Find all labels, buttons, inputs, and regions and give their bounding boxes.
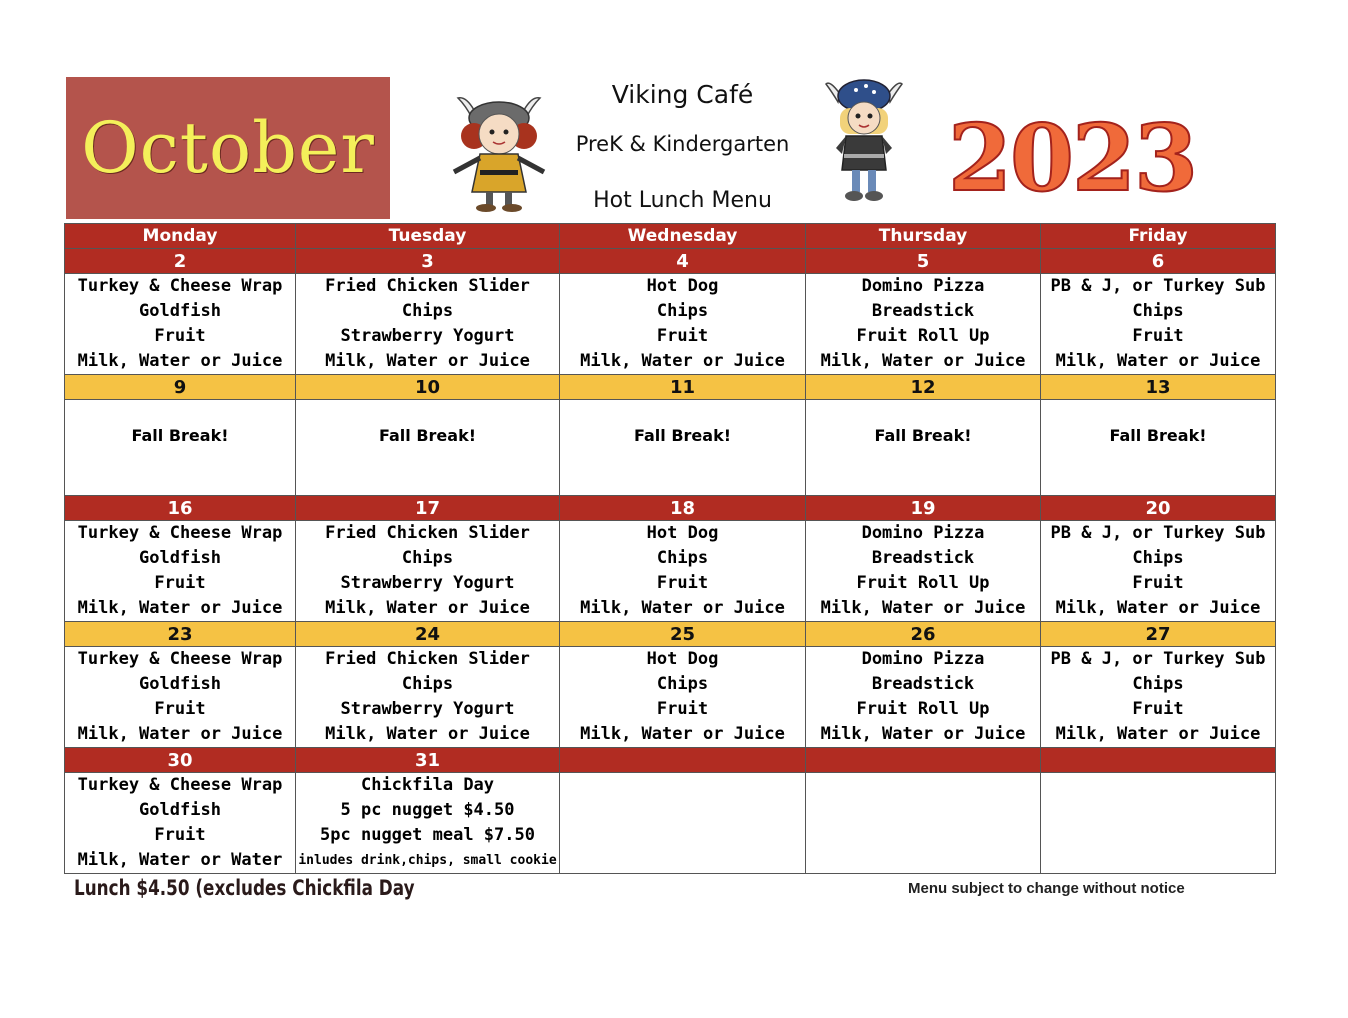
menu-cell — [560, 647, 806, 748]
date-number — [806, 748, 1041, 773]
menu-item: Milk, Water or Juice — [1055, 598, 1261, 618]
menu-cell — [1041, 274, 1276, 375]
menu-item: Milk, Water or Juice — [580, 351, 785, 371]
menu-cell — [560, 773, 806, 874]
date-number: 27 — [1041, 622, 1276, 647]
menu-item: 5pc nugget meal $7.50 — [320, 825, 535, 845]
menu-cell — [296, 521, 560, 622]
break-cell: Fall Break! — [65, 400, 296, 496]
menu-row — [65, 521, 1276, 622]
date-row — [65, 748, 1276, 773]
menu-cell — [806, 521, 1041, 622]
menu-item: Chips — [401, 548, 454, 568]
break-cell: Fall Break! — [1041, 400, 1276, 496]
menu-item: Fruit — [656, 699, 709, 719]
menu-item: Milk, Water or Juice — [325, 724, 530, 744]
menu-item: Fruit — [656, 326, 709, 346]
menu-item: Chips — [401, 301, 454, 321]
viking-boy-icon — [822, 74, 906, 206]
month-banner — [66, 77, 390, 219]
menu-item: Milk, Water or Juice — [1055, 351, 1261, 371]
menu-row — [65, 647, 1276, 748]
break-cell: Fall Break! — [296, 400, 560, 496]
menu-item: Chips — [656, 548, 709, 568]
menu-cell — [806, 647, 1041, 748]
menu-item: Breadstick — [871, 548, 975, 568]
weekday-monday: Monday — [65, 224, 296, 249]
menu-item: Milk, Water or Juice — [580, 724, 785, 744]
menu-item: Chips — [1132, 548, 1184, 568]
menu-item: Turkey & Cheese Wrap — [77, 276, 283, 296]
date-number: 19 — [806, 496, 1041, 521]
menu-calendar — [64, 223, 1276, 874]
menu-item: Turkey & Cheese Wrap — [77, 775, 283, 795]
grade-label: PreK & Kindergarten — [575, 132, 790, 156]
menu-item: Fruit — [154, 573, 206, 593]
date-number: 25 — [560, 622, 806, 647]
menu-item: Fried Chicken Slider — [325, 523, 530, 543]
menu-item: Chips — [1132, 301, 1184, 321]
date-number: 31 — [296, 748, 560, 773]
menu-item: Milk, Water or Juice — [820, 598, 1026, 618]
menu-item: Strawberry Yogurt — [340, 699, 515, 719]
date-row — [65, 375, 1276, 400]
menu-item: Milk, Water or Juice — [580, 598, 785, 618]
menu-item: Fruit Roll Up — [856, 326, 990, 346]
viking-girl-icon — [436, 88, 562, 214]
menu-item: Milk, Water or Water — [77, 850, 283, 870]
menu-cell — [65, 274, 296, 375]
cafe-name: Viking Café — [611, 80, 754, 109]
menu-item: Chips — [401, 674, 454, 694]
menu-item: Milk, Water or Juice — [77, 598, 283, 618]
menu-cell — [1041, 773, 1276, 874]
menu-item: Milk, Water or Juice — [820, 351, 1026, 371]
date-number: 4 — [560, 249, 806, 274]
date-number: 18 — [560, 496, 806, 521]
menu-disclaimer: Menu subject to change without notice — [908, 880, 1185, 897]
menu-item: Chips — [1132, 674, 1184, 694]
menu-item: Fruit — [1132, 573, 1184, 593]
menu-item: Domino Pizza — [861, 523, 985, 543]
menu-item: Hot Dog — [646, 276, 719, 296]
date-row — [65, 496, 1276, 521]
menu-item: Fruit — [154, 326, 206, 346]
menu-title: Hot Lunch Menu — [593, 188, 772, 213]
menu-item: Goldfish — [139, 674, 221, 694]
date-row — [65, 249, 1276, 274]
date-row — [65, 622, 1276, 647]
menu-item: Fried Chicken Slider — [325, 276, 530, 296]
date-number: 20 — [1041, 496, 1276, 521]
date-number — [1041, 748, 1276, 773]
menu-row — [65, 274, 1276, 375]
menu-item: Fruit — [1132, 699, 1184, 719]
menu-item: Fruit Roll Up — [856, 573, 990, 593]
weekday-tuesday: Tuesday — [296, 224, 560, 249]
menu-cell — [560, 274, 806, 375]
menu-item: Chips — [656, 301, 709, 321]
menu-item: Fruit — [154, 699, 206, 719]
date-number: 13 — [1041, 375, 1276, 400]
date-number: 30 — [65, 748, 296, 773]
menu-item: Turkey & Cheese Wrap — [77, 523, 283, 543]
menu-item: Milk, Water or Juice — [77, 351, 283, 371]
date-number: 2 — [65, 249, 296, 274]
menu-item: Fruit — [656, 573, 709, 593]
menu-item: PB & J, or Turkey Sub — [1050, 649, 1266, 669]
menu-item: Milk, Water or Juice — [325, 351, 530, 371]
date-number: 24 — [296, 622, 560, 647]
weekday-friday: Friday — [1041, 224, 1276, 249]
menu-item: 5 pc nugget $4.50 — [340, 800, 515, 820]
date-number: 12 — [806, 375, 1041, 400]
menu-cell — [296, 274, 560, 375]
menu-item: Turkey & Cheese Wrap — [77, 649, 283, 669]
menu-item: Strawberry Yogurt — [340, 573, 515, 593]
menu-item: Goldfish — [139, 301, 221, 321]
date-number: 23 — [65, 622, 296, 647]
date-number: 26 — [806, 622, 1041, 647]
menu-item: inludes drink,chips, small cookie — [298, 853, 557, 868]
weekday-thursday: Thursday — [806, 224, 1041, 249]
menu-item: Milk, Water or Juice — [77, 724, 283, 744]
date-number: 3 — [296, 249, 560, 274]
break-row — [65, 400, 1276, 496]
lunch-price-note: Lunch $4.50 (excludes Chickfila Day — [74, 876, 415, 900]
date-number: 17 — [296, 496, 560, 521]
menu-item: Milk, Water or Juice — [325, 598, 530, 618]
date-number: 10 — [296, 375, 560, 400]
date-number: 16 — [65, 496, 296, 521]
menu-item: PB & J, or Turkey Sub — [1050, 276, 1266, 296]
date-number — [560, 748, 806, 773]
menu-cell — [65, 647, 296, 748]
menu-cell — [1041, 647, 1276, 748]
menu-item: PB & J, or Turkey Sub — [1050, 523, 1266, 543]
menu-item: Hot Dog — [646, 649, 719, 669]
menu-item: Fruit — [1132, 326, 1184, 346]
menu-item: Chips — [656, 674, 709, 694]
menu-item: Breadstick — [871, 301, 975, 321]
menu-row — [65, 773, 1276, 874]
menu-item: Fruit — [154, 825, 206, 845]
menu-item: Domino Pizza — [861, 276, 985, 296]
menu-cell — [560, 521, 806, 622]
break-cell: Fall Break! — [560, 400, 806, 496]
menu-item: Milk, Water or Juice — [820, 724, 1026, 744]
date-number: 6 — [1041, 249, 1276, 274]
break-cell: Fall Break! — [806, 400, 1041, 496]
menu-item: Fruit Roll Up — [856, 699, 990, 719]
menu-item: Domino Pizza — [861, 649, 985, 669]
date-number: 5 — [806, 249, 1041, 274]
date-number: 11 — [560, 375, 806, 400]
date-number: 9 — [65, 375, 296, 400]
menu-cell — [296, 647, 560, 748]
weekday-header-row — [65, 224, 1276, 249]
month-title: October — [81, 107, 375, 189]
year-title: 2023 — [948, 104, 1197, 212]
menu-cell — [1041, 521, 1276, 622]
menu-cell — [65, 773, 296, 874]
menu-item: Milk, Water or Juice — [1055, 724, 1261, 744]
menu-item: Fried Chicken Slider — [325, 649, 530, 669]
menu-cell — [296, 773, 560, 874]
menu-cell — [806, 773, 1041, 874]
weekday-wednesday: Wednesday — [560, 224, 806, 249]
menu-cell — [806, 274, 1041, 375]
menu-item: Strawberry Yogurt — [340, 326, 515, 346]
menu-item: Goldfish — [139, 548, 221, 568]
menu-item: Chickfila Day — [360, 775, 495, 795]
menu-item: Goldfish — [139, 800, 221, 820]
menu-item: Breadstick — [871, 674, 975, 694]
menu-cell — [65, 521, 296, 622]
menu-item: Hot Dog — [646, 523, 719, 543]
